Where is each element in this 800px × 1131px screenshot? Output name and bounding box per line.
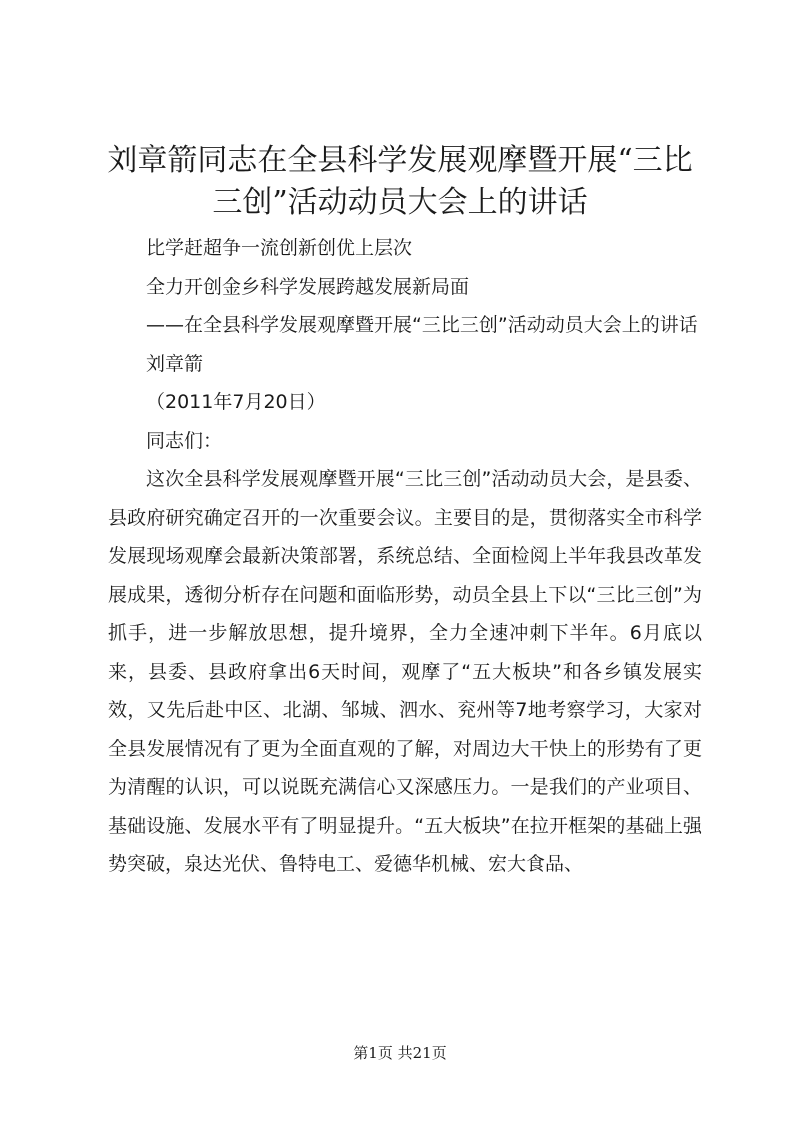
body-paragraph: 这次全县科学发展观摩暨开展“三比三创”活动动员大会，是县委、县政府研究确定召开的一次重要会议。主要目的是，贯彻落实全市科学发展现场观摩会最新决策部署，系统总结、全面检阅上半年我县改革发展成果，透彻分析存在问题和面临形势，动员全县上下以“三比三创”为抓手，进一步解放思想，提升境界，全力全速冲刺下半年。6月底以来，县委、县政府拿出6天时间，观摩了“五大板块”和各乡镇发展实效，又先后赴中区、北湖、邹城、泗水、兖州等7地考察学习，大家对全县发展情况有了更为全面直观的了解，对周边大干快上的形势有了更为清醒的认识，可以说既充满信心又深感压力。一是我们的产业项目、基础设施、发展水平有了明显提升。“五大板块”在拉开框架的基础上强势突破，泉达光伏、鲁特电工、爱德华机械、宏大食品、: [108, 468, 702, 875]
title-line-2: 三创”活动动员大会上的讲话: [212, 185, 588, 220]
salutation: 同志们：: [146, 429, 223, 452]
title-line-1: 刘章箭同志在全县科学发展观摩暨开展“三比: [107, 143, 693, 178]
subtitle-1: 比学赶超争一流创新创优上层次: [146, 237, 413, 259]
speech-date: （2011年7月20日）: [146, 391, 326, 413]
document-body: [108, 229, 702, 884]
document-title: [95, 140, 705, 224]
page-number: 第1页 共21页: [353, 1044, 447, 1062]
author: 刘章箭: [146, 352, 204, 375]
subtitle-3: ——在全县科学发展观摩暨开展“三比三创”活动动员大会上的讲话: [146, 314, 698, 336]
page-footer: [0, 1042, 800, 1063]
subtitle-2: 全力开创金乡科学发展跨越发展新局面: [146, 275, 470, 298]
